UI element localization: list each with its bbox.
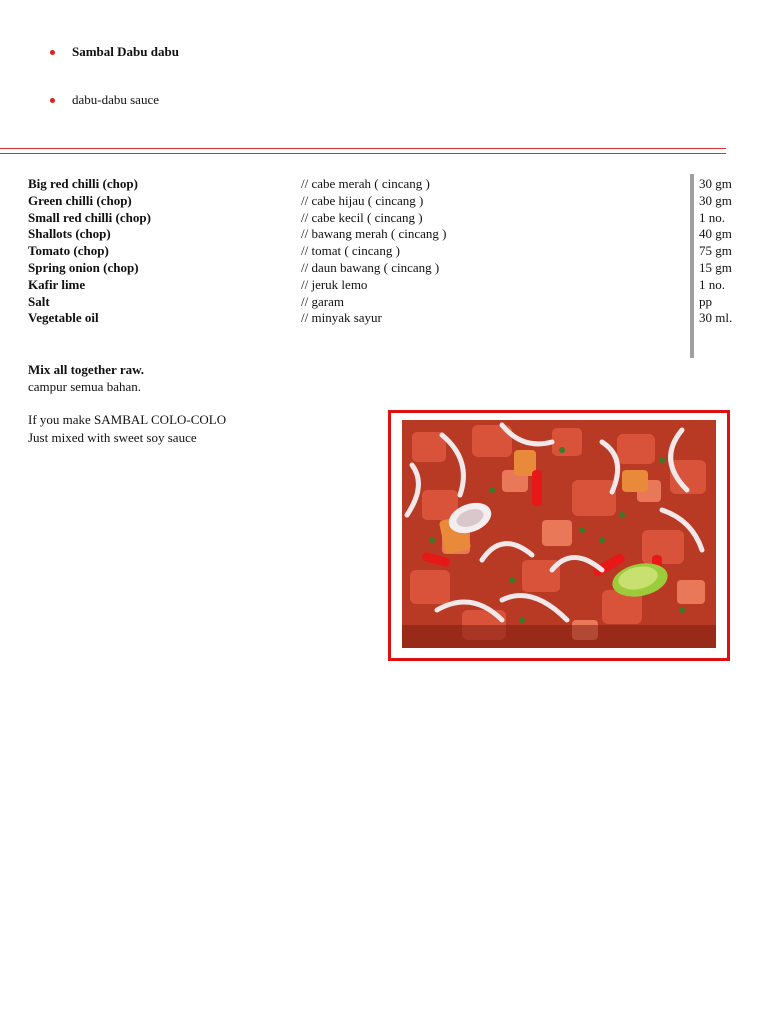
- ingredient-quantity: 75 gm: [699, 243, 732, 259]
- ingredient-quantity: 15 gm: [699, 259, 732, 275]
- ingredient-translation: // cabe merah ( cincang ): [301, 176, 430, 191]
- bullet-subtitle: [50, 92, 159, 108]
- ingredient-list: [28, 176, 744, 327]
- ingredient-name: Green chilli (chop): [28, 192, 132, 208]
- ingredient-row: [28, 294, 744, 311]
- ingredient-name: Shallots (chop): [28, 226, 111, 242]
- ingredient-translation: // jeruk lemo: [301, 276, 368, 292]
- ingredient-name: Tomato (chop): [28, 243, 109, 259]
- recipe-subtitle: dabu-dabu sauce: [72, 92, 159, 107]
- ingredient-row: [28, 210, 744, 227]
- ingredient-name: Salt: [28, 293, 50, 309]
- ingredient-quantity: 30 gm: [699, 176, 732, 191]
- dish-photo-frame: [388, 410, 730, 661]
- quantity-divider: [690, 174, 694, 358]
- header-rule-bottom: [0, 153, 726, 154]
- bullet-title: [50, 44, 179, 60]
- ingredient-name: Spring onion (chop): [28, 259, 139, 275]
- ingredient-translation: // cabe hijau ( cincang ): [301, 192, 424, 208]
- variation-line-2: Just mixed with sweet soy sauce: [28, 430, 197, 445]
- bullet-dot-icon: [50, 50, 55, 55]
- ingredient-name: Big red chilli (chop): [28, 176, 138, 191]
- bullet-dot-icon: [50, 98, 55, 103]
- ingredient-translation: // bawang merah ( cincang ): [301, 226, 447, 242]
- method-subtitle: campur semua bahan.: [28, 379, 141, 394]
- ingredient-row: [28, 226, 744, 243]
- dish-photo: [402, 420, 716, 648]
- ingredient-name: Vegetable oil: [28, 310, 99, 326]
- ingredient-translation: // garam: [301, 293, 344, 309]
- ingredient-quantity: 40 gm: [699, 226, 732, 242]
- ingredient-name: Small red chilli (chop): [28, 209, 151, 225]
- ingredient-row: [28, 310, 744, 327]
- sambal-image: [402, 420, 716, 648]
- ingredient-quantity: 1 no.: [699, 276, 725, 292]
- ingredient-translation: // tomat ( cincang ): [301, 243, 400, 259]
- variation-line-1: If you make SAMBAL COLO-COLO: [28, 412, 227, 427]
- ingredient-translation: // daun bawang ( cincang ): [301, 259, 440, 275]
- ingredient-quantity: 1 no.: [699, 209, 725, 225]
- ingredient-row: [28, 260, 744, 277]
- ingredient-row: [28, 176, 744, 193]
- ingredient-quantity: pp: [699, 293, 712, 309]
- ingredient-row: [28, 243, 744, 260]
- method-title: Mix all together raw.: [28, 362, 145, 377]
- ingredient-name: Kafir lime: [28, 276, 86, 292]
- ingredient-quantity: 30 gm: [699, 192, 732, 208]
- ingredient-translation: // minyak sayur: [301, 310, 382, 326]
- ingredient-translation: // cabe kecil ( cincang ): [301, 209, 423, 225]
- recipe-title: Sambal Dabu dabu: [72, 44, 179, 59]
- ingredient-row: [28, 193, 744, 210]
- ingredient-row: [28, 277, 744, 294]
- ingredient-quantity: 30 ml.: [699, 310, 733, 326]
- header-rule-top: [0, 148, 726, 149]
